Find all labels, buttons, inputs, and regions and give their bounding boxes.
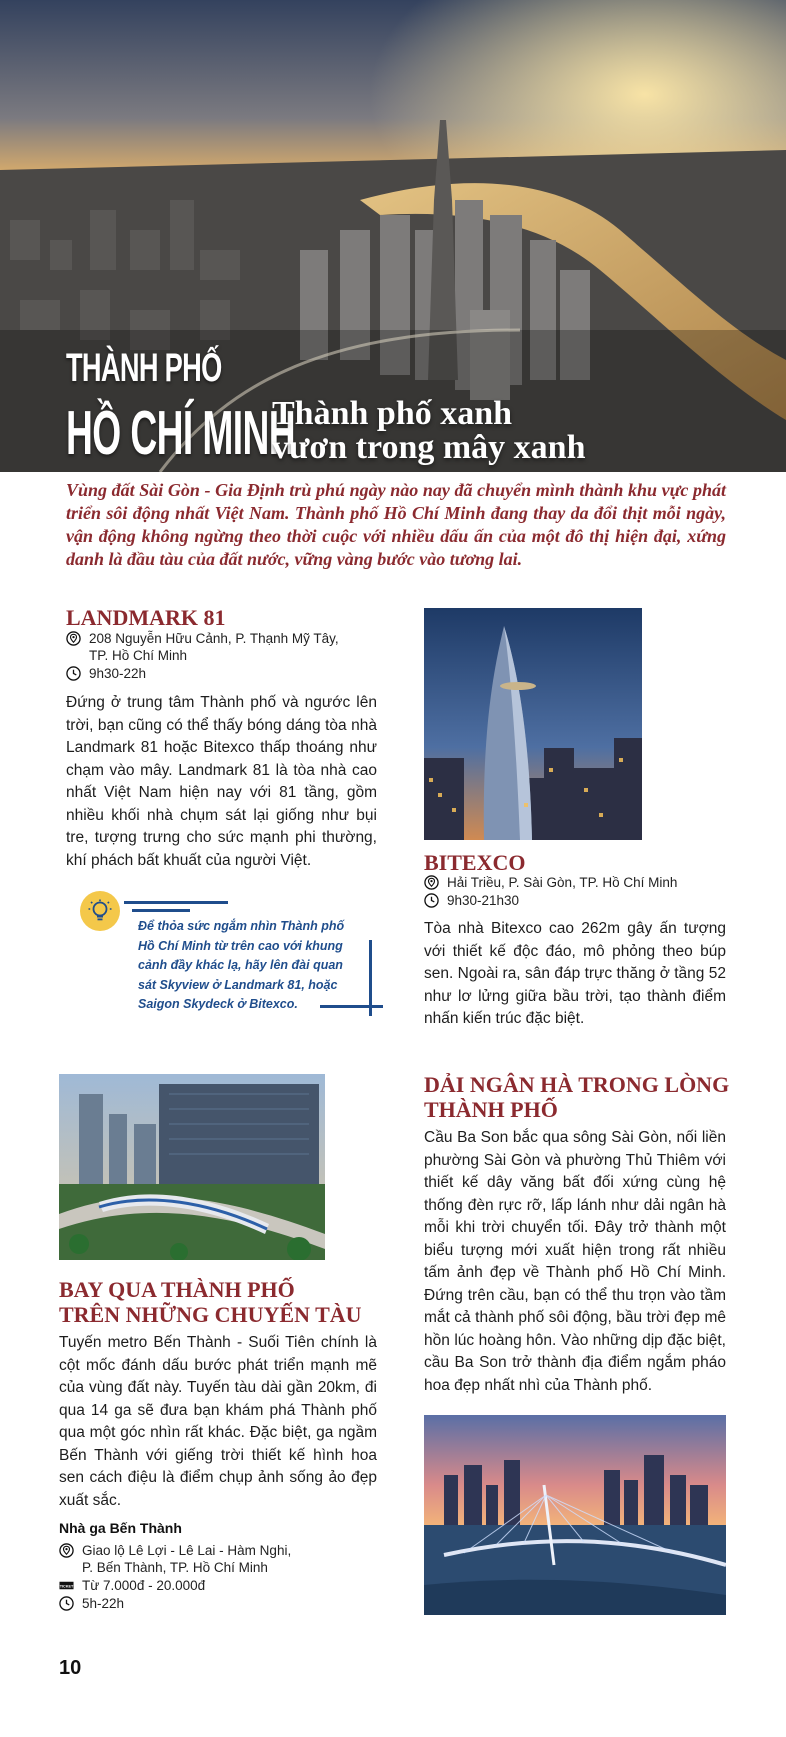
metro-address-line2: P. Bến Thành, TP. Hồ Chí Minh <box>82 1560 268 1575</box>
location-pin-icon <box>59 1543 74 1558</box>
ticket-icon <box>59 1578 74 1593</box>
metro-title-line1: BAY QUA THÀNH PHỐ <box>59 1277 295 1302</box>
metro-hours: 5h-22h <box>82 1596 125 1611</box>
metro-address-line1: Giao lộ Lê Lợi - Lê Lai - Hàm Nghi, <box>82 1543 292 1558</box>
metro-photo <box>59 1074 325 1260</box>
ba-son-bridge-photo <box>424 1415 726 1615</box>
hero-tagline-line2: vươn trong mây xanh <box>272 429 586 466</box>
hero-city-line1: THÀNH PHỐ <box>66 346 222 390</box>
bitexco-photo <box>424 608 642 840</box>
milky-way-title <box>424 1072 729 1122</box>
tip-bulb-badge <box>80 891 120 931</box>
ba-son-bridge-photo-art <box>424 1415 726 1615</box>
landmark81-address-line2: TP. Hồ Chí Minh <box>89 648 188 663</box>
location-pin-icon <box>66 631 81 646</box>
tip-text: Để thỏa sức ngắm nhìn Thành phố Hồ Chí Minh từ trên cao với khung cảnh đầy khác lạ, hãy lên đài quan sát Skyview ở Landmark 81, hoặc Saigon Skydeck ở Bitexco. <box>138 919 345 1011</box>
bitexco-hours: 9h30-21h30 <box>447 893 520 908</box>
metro-photo-art <box>59 1074 325 1260</box>
metro-hours-row <box>59 1595 379 1612</box>
landmark81-title: LANDMARK 81 <box>66 605 226 630</box>
milky-way-title-line2: THÀNH PHỐ <box>424 1097 558 1122</box>
bitexco-meta <box>424 874 724 910</box>
bitexco-title: BITEXCO <box>424 850 526 875</box>
location-pin-icon <box>424 875 439 890</box>
hero-banner <box>0 0 786 472</box>
bitexco-photo-art <box>424 608 642 840</box>
landmark81-address-row <box>66 630 386 664</box>
landmark81-hours-row <box>66 665 386 682</box>
metro-price-row <box>59 1577 379 1594</box>
bitexco-address-row <box>424 874 724 891</box>
intro-paragraph: Vùng đất Sài Gòn - Gia Định trù phú ngày nào nay đã chuyển mình thành khu vực phát triển sôi động nhất Việt Nam. Thành phố Hồ Chí Minh đang thay da đổi thịt mỗi ngày, vận động không ngừng theo thời cuộc với nhiều dấu ấn của một đô thị hiện đại, xứng danh là đầu tàu của đất nước, vững vàng bước vào tương lai. <box>66 480 726 569</box>
bitexco-address: Hải Triều, P. Sài Gòn, TP. Hồ Chí Minh <box>447 875 678 890</box>
metro-title-line2: TRÊN NHỮNG CHUYẾN TÀU <box>59 1302 362 1327</box>
hero-tagline-line1: Thành phố xanh <box>272 395 513 432</box>
metro-address-row <box>59 1542 379 1576</box>
landmark81-meta <box>66 630 386 683</box>
landmark81-hours: 9h30-22h <box>89 666 147 681</box>
ticket-icon-label: TICKET <box>59 1584 74 1589</box>
metro-meta <box>59 1542 379 1613</box>
tip-rule-top-short <box>132 909 190 912</box>
clock-icon <box>59 1596 74 1611</box>
hero-city-line2: HỒ CHÍ MINH <box>66 399 295 468</box>
tip-rule-top <box>124 901 228 904</box>
clock-icon <box>424 893 439 908</box>
landmark81-address-line1: 208 Nguyễn Hữu Cảnh, P. Thạnh Mỹ Tây, <box>89 631 339 646</box>
milky-way-body: Cầu Ba Son bắc qua sông Sài Gòn, nối liền phường Sài Gòn và phường Thủ Thiêm với thiết kế dây văng bất đối xứng cùng hệ thống đèn rực rỡ, lấp lánh như dải ngân hà mỗi khi trời chuyển tối. Đây trở thành một biểu tượng mới xuất hiện trong rất nhiều tấm ảnh đẹp về Thành phố Hồ Chí Minh. Đứng trên cầu, bạn có thể thu trọn vào tầm mắt cả thành phố sôi động, bầu trời đẹp mê hồn lúc hoàng hôn. Vào những dịp đặc biệt, cầu Ba Son trở thành địa điểm ngắm pháo hoa đẹp nhất nhì của Thành phố. <box>424 1129 726 1394</box>
milky-way-title-line1: DẢI NGÂN HÀ TRONG LÒNG <box>424 1072 730 1097</box>
clock-icon <box>66 666 81 681</box>
metro-price: Từ 7.000đ - 20.000đ <box>82 1578 206 1593</box>
bitexco-hours-row <box>424 892 724 909</box>
lightbulb-icon <box>87 898 113 924</box>
metro-title <box>59 1277 362 1327</box>
landmark81-body: Đứng ở trung tâm Thành phố và ngước lên trời, bạn cũng có thể thấy bóng dáng tòa nhà Landmark 81 hoặc Bitexco thấp thoáng như chạm vào mây. Landmark 81 là tòa nhà cao nhất Việt Nam hiện nay với 81 tầng, gồm nhiều khối nhà chụm sát lại giống như bụi tre, tượng trưng cho sức mạnh phi thường, khí phách bất khuất của người Việt. <box>66 694 377 869</box>
bitexco-body: Tòa nhà Bitexco cao 262m gây ấn tượng với thiết kế độc đáo, mô phỏng theo búp sen. Ngoài ra, sân đáp trực thăng ở tầng 52 như lơ lửng giữa bầu trời, tạo thành điểm nhấn kiến trúc đặc biệt. <box>424 920 726 1027</box>
metro-station-name: Nhà ga Bến Thành <box>59 1520 182 1536</box>
page-number: 10 <box>59 1657 82 1679</box>
metro-body: Tuyến metro Bến Thành - Suối Tiên chính là cột mốc đánh dấu bước phát triển mạnh mẽ của vùng đất này. Tuyến tàu dài gần 20km, đi qua 14 ga sẽ đưa bạn khám phá Thành phố qua một góc nhìn rất khác. Đặc biệt, ga ngầm Bến Thành với giếng trời thiết kế hình hoa sen cách điệu là điểm chụp ảnh sống ảo đẹp xuất sắc. <box>59 1334 377 1509</box>
